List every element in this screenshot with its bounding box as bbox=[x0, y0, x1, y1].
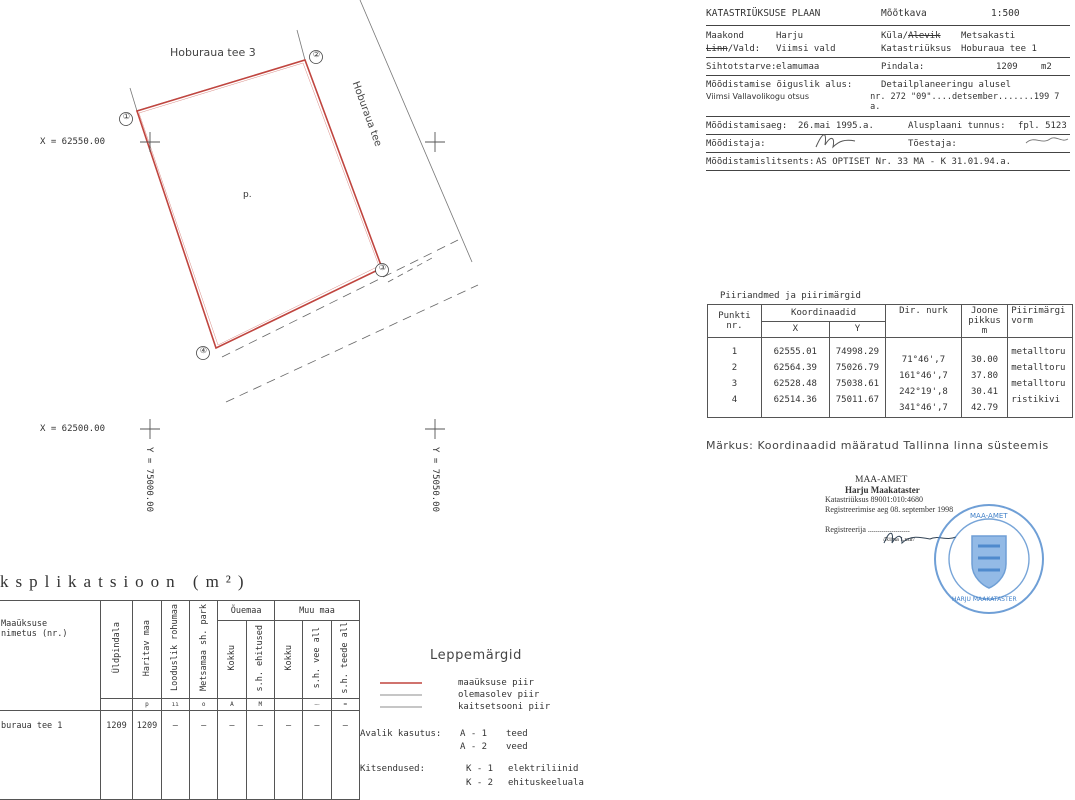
kyla-value: Metsakasti bbox=[961, 31, 1016, 41]
legend-k2: K - 2 bbox=[466, 778, 494, 788]
seg-1-dir: 71°46',7 bbox=[901, 355, 946, 365]
cadastral-header bbox=[706, 6, 1070, 171]
row-dash: — bbox=[218, 710, 246, 799]
row-haritav: 1209 bbox=[133, 710, 161, 799]
registration-stamp: MAA-AMET Harju Maakataster Katastriüksus 89001:010:4680 Registreerimise aeg 08. september 1998 Registreerija ..................... /Riina Luur/ bbox=[825, 475, 1025, 545]
coord-x-top: X = 62550.00 bbox=[40, 137, 106, 147]
alus-value: Detailplaneeringu alusel bbox=[881, 80, 1012, 90]
col-loodus: Looduslik rohumaa bbox=[170, 604, 181, 692]
hdr-punkti: Punkti bbox=[718, 311, 751, 321]
row-3-nr: 3 bbox=[731, 379, 738, 389]
row-2-mark: metalltoru bbox=[1011, 363, 1066, 373]
legend-avalik-label: Avalik kasutus: bbox=[360, 729, 442, 739]
plan-title: KATASTRIÜKSUSE PLAAN bbox=[706, 8, 821, 19]
stamp-name: /Riina Luur/ bbox=[883, 536, 915, 543]
point-4-label: ④ bbox=[199, 346, 208, 355]
stamp-org: MAA-AMET bbox=[855, 475, 908, 485]
group-oue: Õuemaa bbox=[218, 601, 275, 621]
tunnus-value: fpl. 5123 bbox=[1018, 121, 1067, 131]
sym-a: A bbox=[218, 698, 246, 710]
stamp-reg-date: Registreerimise aeg 08. september 1998 bbox=[825, 505, 954, 514]
row-dash: — bbox=[303, 710, 331, 799]
point-2-label: ② bbox=[312, 50, 321, 59]
point-1-label: ① bbox=[122, 112, 131, 121]
seal-text-bottom: HARJU MAAKATASTER bbox=[952, 596, 1017, 603]
litsents-label: Mõõdistamislitsents: bbox=[706, 157, 815, 167]
surveyor-signature-icon bbox=[811, 127, 861, 155]
coord-y-right: Y = 75050.00 bbox=[430, 447, 440, 513]
legend-a2-value: veed bbox=[506, 742, 528, 752]
row-1-x: 62555.01 bbox=[773, 347, 817, 357]
col-ehitused: s.h. ehitused bbox=[255, 624, 266, 692]
col-muu-kokku: Kokku bbox=[283, 645, 294, 671]
row-4-nr: 4 bbox=[731, 395, 738, 405]
certifier-signature-icon bbox=[1024, 131, 1070, 151]
hdr-dir: Dir. nurk bbox=[886, 305, 962, 338]
legend-k1-value: elektriliinid bbox=[508, 764, 579, 774]
row-dash: — bbox=[274, 710, 302, 799]
col-uld: Üldpindala bbox=[111, 622, 122, 674]
row-dash: — bbox=[189, 710, 217, 799]
coord-y-left: Y = 75000.00 bbox=[144, 447, 154, 513]
pindala-label: Pindala: bbox=[881, 62, 925, 72]
legend-kits-label: Kitsendused: bbox=[360, 764, 426, 774]
hdr-vorm2: vorm bbox=[1011, 316, 1033, 326]
vald-value: Viimsi vald bbox=[776, 44, 836, 54]
hdr-nr: nr. bbox=[726, 321, 743, 331]
scale-value: 1:500 bbox=[991, 8, 1020, 19]
seg-2-dir: 161°46',7 bbox=[899, 371, 948, 381]
legend-parcel-boundary: maaüksuse piir bbox=[458, 678, 534, 688]
legend-a1: A - 1 bbox=[460, 729, 488, 739]
hdr-y: Y bbox=[829, 321, 886, 338]
row-4-mark: ristikivi bbox=[1011, 395, 1061, 405]
coord-x-bottom: X = 62500.00 bbox=[40, 424, 106, 434]
maakond-value: Harju bbox=[776, 31, 804, 41]
col-mets: Metsamaa sh. park bbox=[198, 604, 209, 692]
col-vee: s.h. vee all bbox=[311, 627, 322, 689]
hdr-joone: Joone bbox=[970, 306, 999, 316]
row-3-mark: metalltoru bbox=[1011, 379, 1066, 389]
col-haritav: Haritav maa bbox=[141, 619, 152, 676]
plan-drawing bbox=[0, 0, 680, 560]
row-dash: — bbox=[331, 710, 359, 799]
row-4-x: 62514.36 bbox=[773, 395, 817, 405]
sym-m: M bbox=[246, 698, 274, 710]
katastri-value: Hoburaua tee 1 bbox=[961, 44, 1037, 54]
alus-org: Viimsi Vallavolikogu otsus bbox=[706, 92, 810, 101]
points-table bbox=[707, 304, 1073, 418]
row-2-y: 75026.79 bbox=[835, 363, 880, 373]
group-muu: Muu maa bbox=[274, 601, 359, 621]
legend-title: Leppemärgid bbox=[430, 648, 522, 663]
hdr-m: m bbox=[981, 326, 988, 336]
aeg-value: 26.mai 1995.a. bbox=[798, 121, 874, 131]
explication-table: Maaüksuse nimetus (nr.) Üldpindala Haritav maa Looduslik rohumaa Metsamaa sh. park Õuemaa Muu maa Kokku s.h. ehitused Kokku s.h. vee all s.h. teede all p ıı o A M 〜 = buraua tee 1 1209 1209 — — — — — — — bbox=[0, 600, 360, 800]
row-3-y: 75038.61 bbox=[835, 379, 880, 389]
seg-4-len: 42.79 bbox=[970, 403, 999, 413]
row-1-mark: metalltoru bbox=[1011, 347, 1066, 357]
parcel-boundary bbox=[137, 60, 382, 348]
stamp-office: Harju Maakataster bbox=[845, 485, 920, 495]
col-teede: s.h. teede all bbox=[340, 622, 351, 694]
seg-3-dir: 242°19',8 bbox=[899, 387, 948, 397]
col-name1: Maaüksuse bbox=[1, 619, 48, 629]
legend-k2-value: ehituskeeluala bbox=[508, 778, 584, 788]
alus-nr: nr. 272 "09"....detsember.......199 7 a. bbox=[870, 92, 1060, 112]
hdr-pikkus: pikkus bbox=[968, 316, 1001, 326]
kyla-label: Küla/ bbox=[881, 31, 909, 41]
siht-label: Sihtotstarve: bbox=[706, 62, 777, 72]
scale-label: Mõõtkava bbox=[881, 8, 927, 19]
parcel-label: p. bbox=[243, 190, 252, 200]
stamp-registreerija: Registreerija bbox=[825, 525, 866, 534]
street-label-top: Hoburaua tee 3 bbox=[170, 46, 256, 59]
row-dash: — bbox=[161, 710, 189, 799]
alus-label: Mõõdistamise õiguslik alus: bbox=[706, 80, 853, 90]
row-name: buraua tee 1 bbox=[0, 710, 100, 799]
seal-text-top: MAA-AMET bbox=[970, 512, 1008, 520]
legend-k1: K - 1 bbox=[466, 764, 494, 774]
coordinate-note: Märkus: Koordinaadid määratud Tallinna linna süsteemis bbox=[706, 439, 1049, 452]
row-dash: — bbox=[246, 710, 274, 799]
pindala-unit: m2 bbox=[1041, 62, 1052, 72]
row-1-nr: 1 bbox=[731, 347, 738, 357]
katastri-label: Katastriüksus bbox=[881, 44, 952, 54]
hdr-x: X bbox=[761, 321, 829, 338]
pindala-value: 1209 bbox=[996, 62, 1018, 72]
aeg-label: Mõõdistamisaeg: bbox=[706, 121, 788, 131]
legend-existing-boundary: olemasolev piir bbox=[458, 690, 540, 700]
legend-line-icons bbox=[378, 678, 424, 718]
toestaja-label: Tõestaja: bbox=[908, 139, 957, 149]
row-1-y: 74998.29 bbox=[835, 347, 880, 357]
legend-protection-zone: kaitsetsooni piir bbox=[458, 702, 551, 712]
row-3-x: 62528.48 bbox=[773, 379, 817, 389]
row-2-nr: 2 bbox=[731, 363, 738, 373]
row-uld: 1209 bbox=[100, 710, 133, 799]
seg-3-len: 30.41 bbox=[970, 387, 999, 397]
row-4-y: 75011.67 bbox=[835, 395, 880, 405]
seg-1-len: 30.00 bbox=[970, 355, 999, 365]
legend-a1-value: teed bbox=[506, 729, 528, 739]
siht-value: elamumaa bbox=[776, 62, 820, 72]
seg-2-len: 37.80 bbox=[970, 371, 999, 381]
alevik-label: Alevik bbox=[908, 31, 941, 41]
row-2-x: 62564.39 bbox=[773, 363, 817, 373]
linn-label: Linn bbox=[706, 44, 728, 54]
col-name2: nimetus (nr.) bbox=[1, 629, 68, 639]
hdr-vorm1: Piirimärgi bbox=[1011, 306, 1066, 316]
sym-p: p bbox=[133, 698, 161, 710]
legend-a2: A - 2 bbox=[460, 742, 488, 752]
litsents-value: AS OPTISET Nr. 33 MA - K 31.01.94.a. bbox=[816, 157, 1012, 167]
seg-4-dir: 341°46',7 bbox=[899, 403, 948, 413]
col-oue-kokku: Kokku bbox=[226, 645, 237, 671]
points-table-title: Piiriandmed ja piirimärgid bbox=[720, 291, 861, 301]
tunnus-label: Alusplaani tunnus: bbox=[908, 121, 1006, 131]
stamp-katastri: Katastriüksus 89001:010:4680 bbox=[825, 495, 923, 504]
maakond-label: Maakond bbox=[706, 31, 744, 41]
street-label-right: Hoburaua tee bbox=[349, 80, 384, 149]
hdr-koordinaadid: Koordinaadid bbox=[761, 305, 885, 322]
mootja-label: Mõõdistaja: bbox=[706, 139, 766, 149]
vald-label: /Vald: bbox=[727, 44, 761, 54]
point-3-label: ③ bbox=[378, 263, 387, 272]
explication-title: ksplikatsioon (m²) bbox=[0, 572, 251, 591]
